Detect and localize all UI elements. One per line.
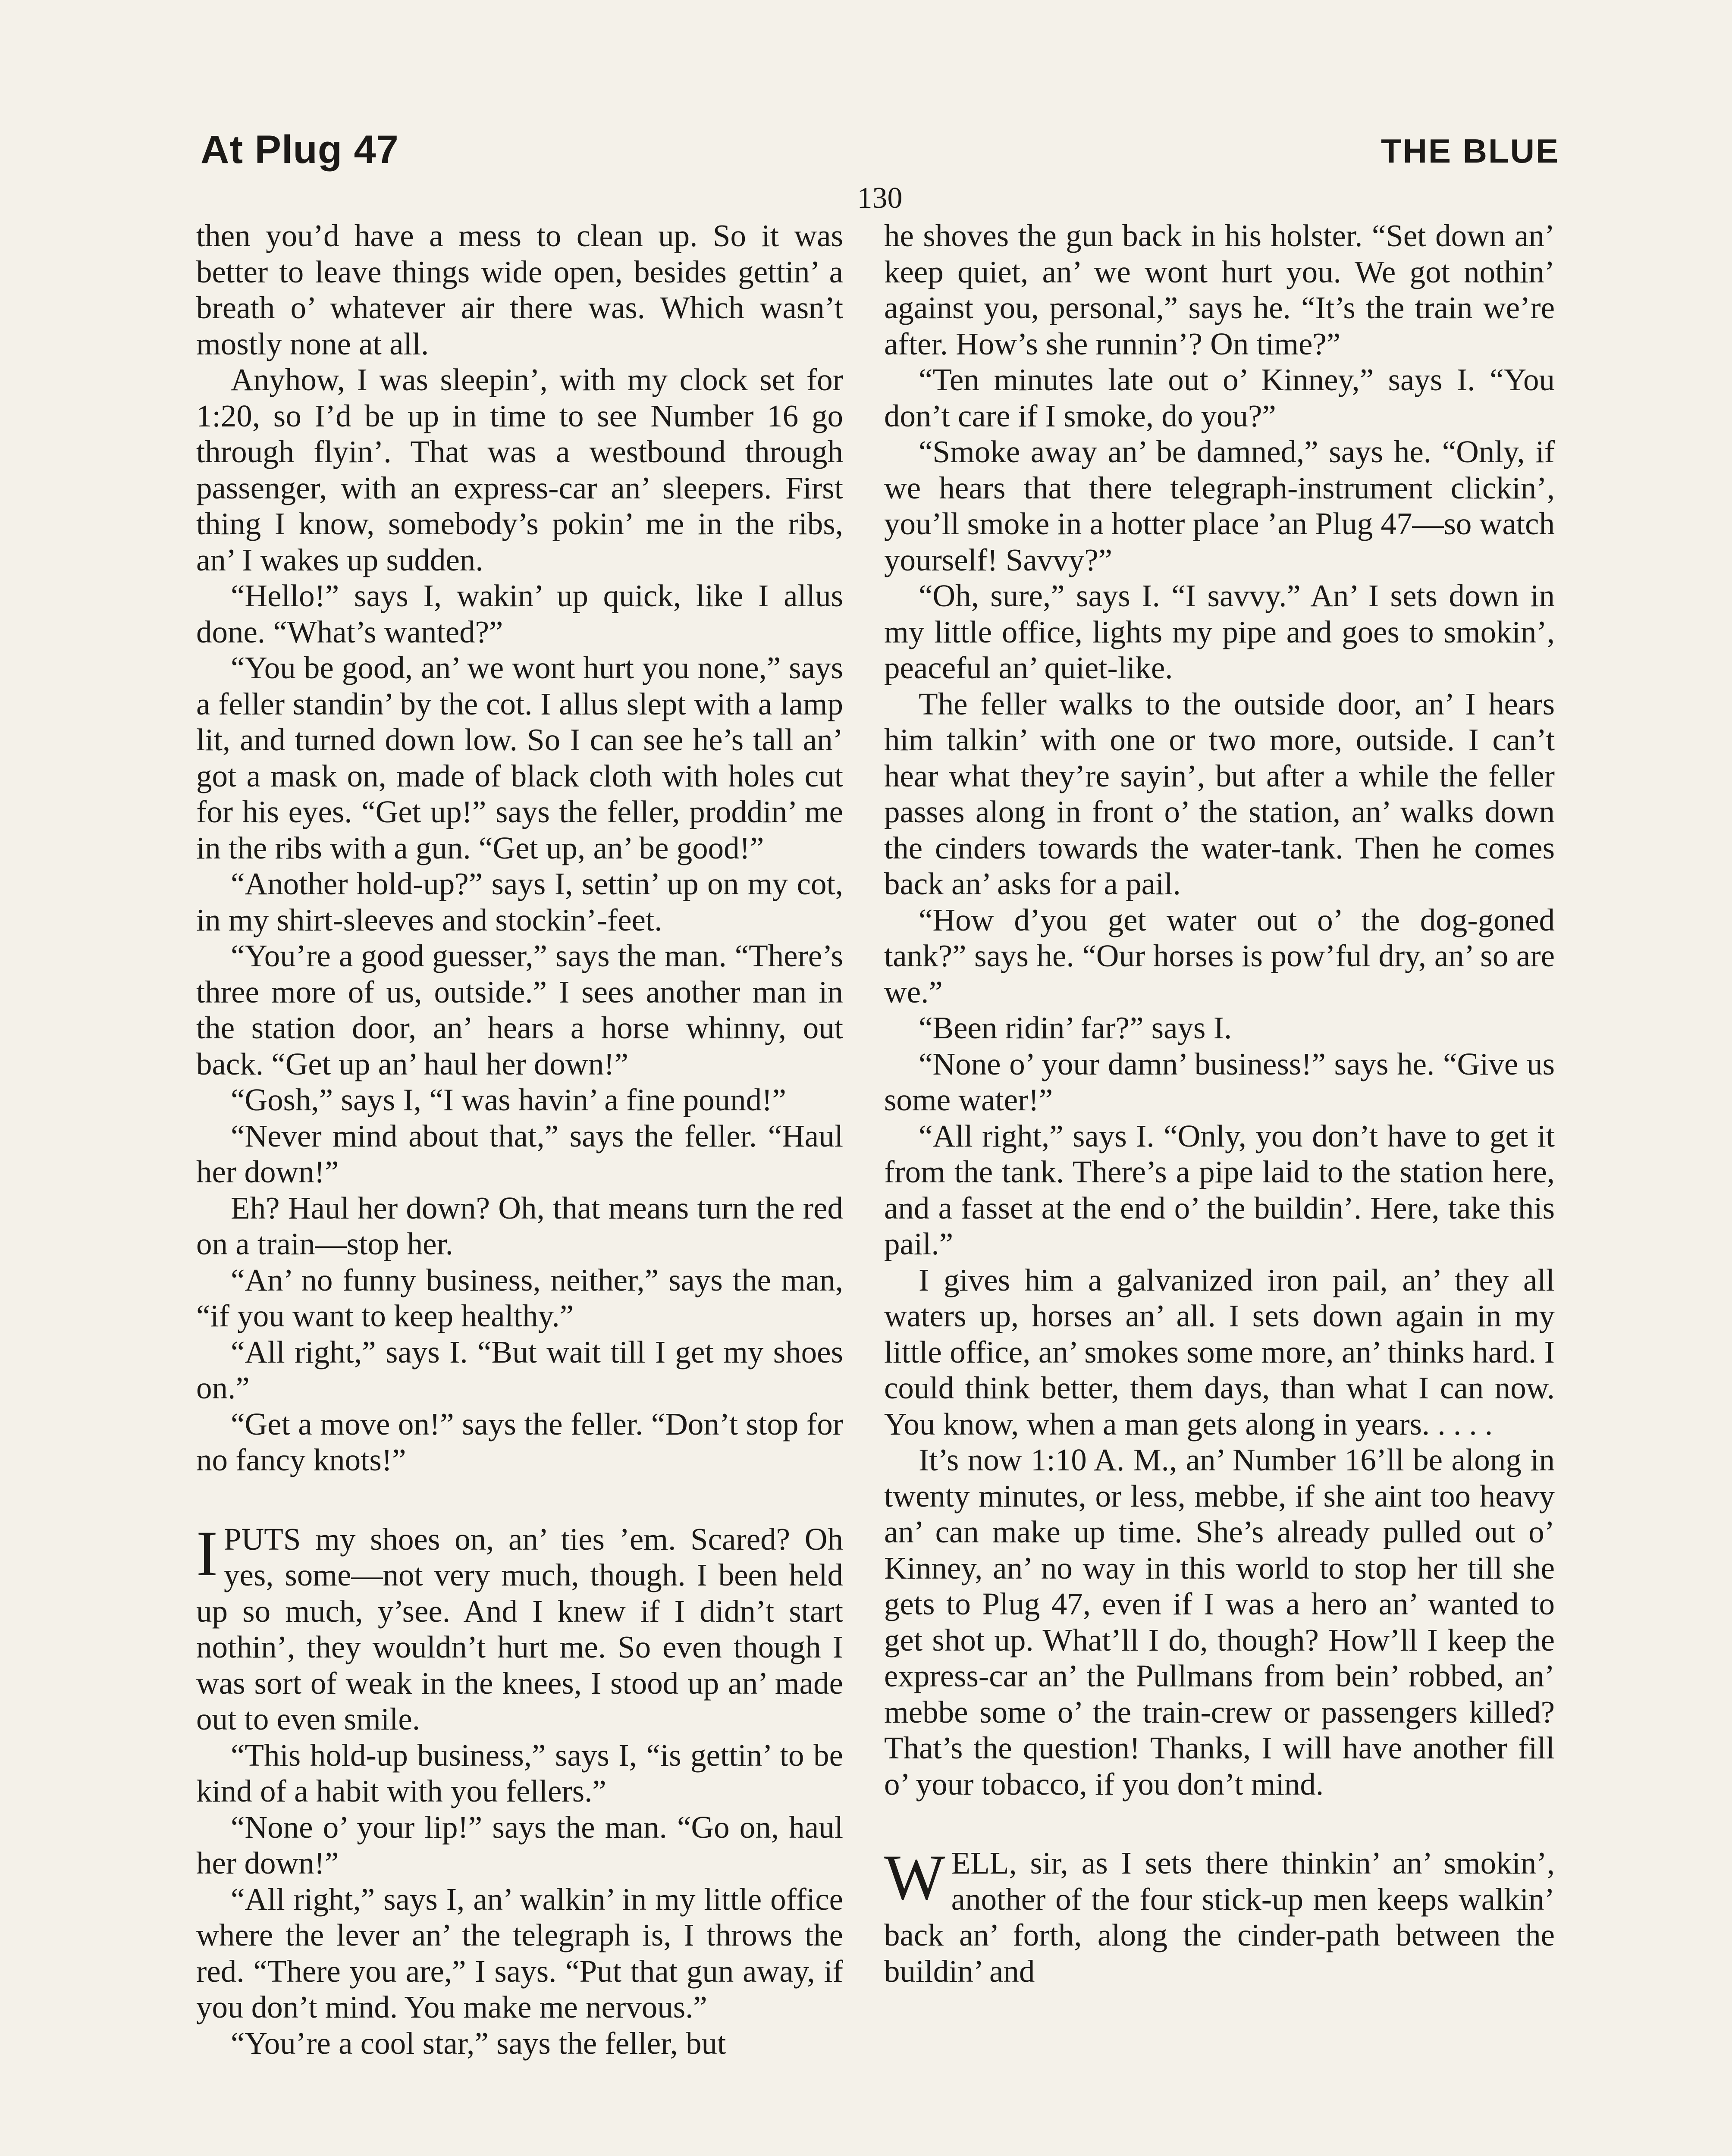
right-column	[884, 218, 1555, 1989]
paragraph: “All right,” says I. “Only, you don’t have to get it from the tank. There’s a pipe laid to the station here, and a fasset at the end o’ the buildin’. Here, take this pail.”	[884, 1118, 1555, 1261]
paragraph: “Been ridin’ far?” says I.	[919, 1010, 1232, 1045]
paragraph: “Another hold-up?” says I, settin’ up on my cot, in my shirt-sleeves and stockin’-feet.	[196, 866, 843, 937]
paragraph: “This hold-up business,” says I, “is gettin’ to be kind of a habit with you fellers.”	[196, 1737, 843, 1808]
story-title: At Plug 47	[201, 128, 399, 172]
section-break	[884, 1802, 1555, 1845]
section-opening-paragraph	[196, 1517, 843, 1737]
paragraph: “Hello!” says I, wakin’ up quick, like I allus done. “What’s wanted?”	[196, 578, 843, 649]
paragraph: “Gosh,” says I, “I was havin’ a fine pound!”	[231, 1082, 786, 1117]
paragraph: It’s now 1:10 A. M., an’ Number 16’ll be along in twenty minutes, or less, mebbe, if she aint too heavy an’ can make up time. She’s already pulled out o’ Kinney, an’ no way in this world to stop her till she gets to Plug 47, even if I was a hero an’ wanted to get shot up. What’ll I do, though? How’ll I keep the express-car an’ the Pullmans from bein’ robbed, an’ mebbe some o’ the train-crew or passengers killed? That’s the question! Thanks, I will have another fill o’ your tobacco, if you don’t mind.	[884, 1442, 1555, 1802]
magazine-title: THE BLUE	[1381, 132, 1559, 170]
paragraph: “Oh, sure,” says I. “I savvy.” An’ I sets down in my little office, lights my pipe and goes to smokin’, peaceful an’ quiet-like.	[884, 578, 1555, 685]
paragraph: Anyhow, I was sleepin’, with my clock set for 1:20, so I’d be up in time to see Number 16 go through flyin’. That was a westbound through passenger, with an express-car an’ sleepers. First thing I know, somebody’s pokin’ me in the ribs, an’ I wakes up sudden.	[196, 362, 843, 577]
drop-cap: W	[884, 1842, 945, 1913]
paragraph: “All right,” says I. “But wait till I get my shoes on.”	[196, 1334, 843, 1405]
paragraph: “None o’ your lip!” says the man. “Go on, haul her down!”	[196, 1809, 843, 1880]
paragraph: he shoves the gun back in his holster. “Set down an’ keep quiet, an’ we wont hurt you. We got nothin’ against you, personal,” says he. “It’s the train we’re after. How’s she runnin’? On time?”	[884, 218, 1555, 361]
left-column	[196, 218, 843, 2061]
section-opening-paragraph	[884, 1842, 1555, 1989]
paragraph: “All right,” says I, an’ walkin’ in my little office where the lever an’ the telegraph is, I throws the red. “There you are,” I says. “Put that gun away, if you don’t mind. You make me nervous.”	[196, 1881, 843, 2024]
paragraph: “An’ no funny business, neither,” says the man, “if you want to keep healthy.”	[196, 1262, 843, 1333]
paragraph: “You’re a good guesser,” says the man. “There’s three more of us, outside.” I sees another man in the station door, an’ hears a horse whinny, out back. “Get up an’ haul her down!”	[196, 938, 843, 1081]
paragraph: Eh? Haul her down? Oh, that means turn the red on a train—stop her.	[196, 1190, 843, 1261]
paragraph-text: PUTS my shoes on, an’ ties ’em. Scared? Oh yes, some—not very much, though. I been held up so much, y’see. And I knew if I didn’t start nothin’, they wouldn’t hurt me. So even though I was sort of weak in the knees, I stood up an’ made out to even smile.	[196, 1521, 843, 1736]
paragraph: “Smoke away an’ be damned,” says he. “Only, if we hears that there telegraph-instrument clickin’, you’ll smoke in a hotter place ’an Plug 47—so watch yourself! Savvy?”	[884, 434, 1555, 577]
paragraph-text: ELL, sir, as I sets there thinkin’ an’ smokin’, another of the four stick-up men keeps walkin’ back an’ forth, along the cinder-path between the buildin’ and	[884, 1846, 1555, 1989]
paragraph: then you’d have a mess to clean up. So it was better to leave things wide open, besides gettin’ a breath o’ whatever air there was. Which wasn’t mostly none at all.	[196, 218, 843, 361]
paragraph: “None o’ your damn’ business!” says he. “Give us some water!”	[884, 1046, 1555, 1117]
section-break	[196, 1478, 843, 1521]
paragraph: “You be good, an’ we wont hurt you none,” says a feller standin’ by the cot. I allus slept with a lamp lit, and turned down low. So I can see he’s tall an’ got a mask on, made of black cloth with holes cut for his eyes. “Get up!” says the feller, proddin’ me in the ribs with a gun. “Get up, an’ be good!”	[196, 650, 843, 865]
paragraph: “Get a move on!” says the feller. “Don’t stop for no fancy knots!”	[196, 1406, 843, 1477]
paragraph: “You’re a cool star,” says the feller, but	[231, 2025, 726, 2061]
paragraph: “Ten minutes late out o’ Kinney,” says I. “You don’t care if I smoke, do you?”	[884, 362, 1555, 433]
paragraph: The feller walks to the outside door, an’ I hears him talkin’ with one or two more, outside. I can’t hear what they’re sayin’, but after a while the feller passes along in front o’ the station, an’ walks down the cinders towards the water-tank. Then he comes back an’ asks for a pail.	[884, 686, 1555, 901]
paragraph: I gives him a galvanized iron pail, an’ they all waters up, horses an’ all. I sets down again in my little office, an’ smokes some more, an’ thinks hard. I could think better, them days, than what I can now. You know, when a man gets along in years. . . . .	[884, 1262, 1555, 1442]
paragraph: “Never mind about that,” says the feller. “Haul her down!”	[196, 1118, 843, 1189]
page-number: 130	[857, 182, 903, 215]
paragraph: “How d’you get water out o’ the dog-goned tank?” says he. “Our horses is pow’ful dry, an’ so are we.”	[884, 902, 1555, 1009]
drop-cap: I	[196, 1517, 218, 1589]
